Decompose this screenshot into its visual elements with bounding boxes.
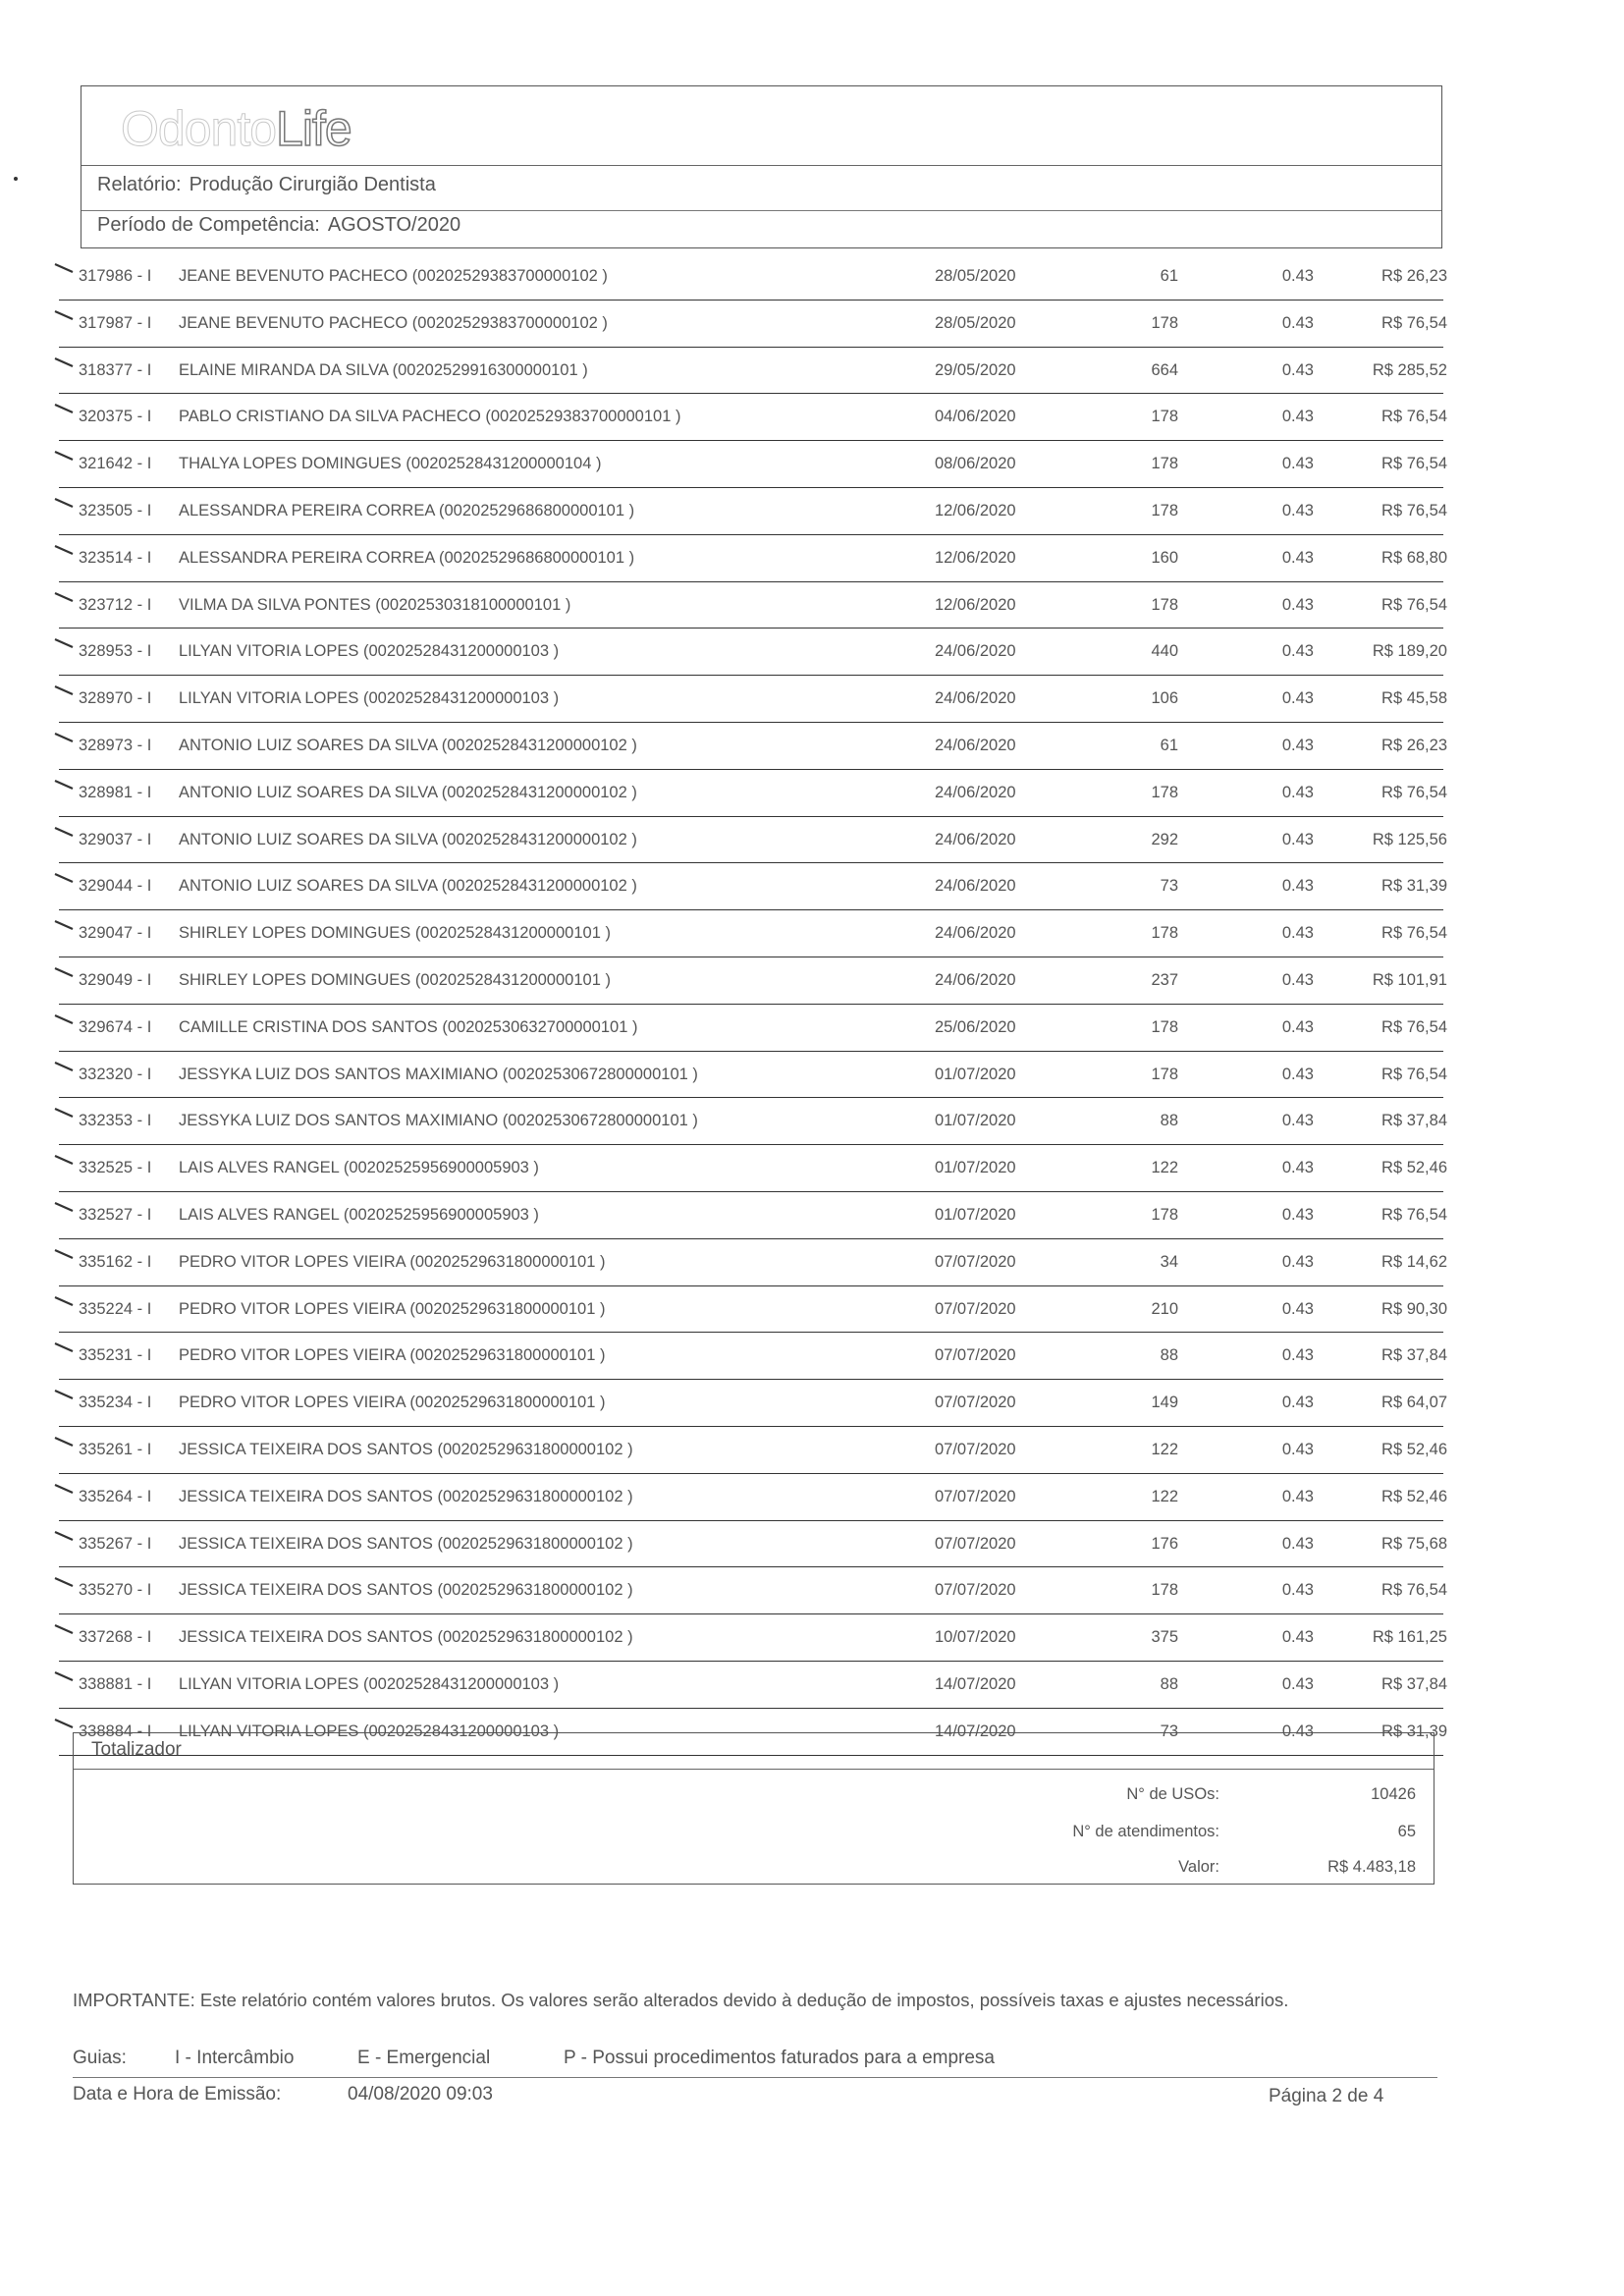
patient-cell: LAIS ALVES RANGEL (00202525956900005903 ) <box>179 1205 539 1224</box>
table-row <box>59 1286 1447 1334</box>
quantity-cell: 178 <box>1151 1205 1178 1224</box>
rate-cell: 0.43 <box>1281 313 1314 332</box>
guia-cell: 329047 - I <box>79 924 152 943</box>
check-mark-icon <box>53 1060 77 1073</box>
patient-cell: JESSICA TEIXEIRA DOS SANTOS (00202529631800000102 ) <box>179 1440 633 1458</box>
totals-title: Totalizador <box>74 1733 1434 1770</box>
quantity-cell: 178 <box>1151 1065 1178 1083</box>
date-cell: 12/06/2020 <box>935 595 1016 614</box>
guia-cell: 323505 - I <box>79 501 152 519</box>
table-row <box>59 1567 1447 1614</box>
check-mark-icon <box>53 402 77 415</box>
date-cell: 12/06/2020 <box>935 548 1016 567</box>
rate-cell: 0.43 <box>1281 1299 1314 1318</box>
atendimentos-value: 65 <box>1397 1823 1416 1840</box>
quantity-cell: 88 <box>1160 1112 1178 1130</box>
date-cell: 24/06/2020 <box>935 642 1016 661</box>
patient-cell: SHIRLEY LOPES DOMINGUES (00202528431200000101 ) <box>179 970 611 989</box>
date-cell: 12/06/2020 <box>935 501 1016 519</box>
footer-divider <box>73 2077 1437 2078</box>
valor-label: Valor: <box>1178 1858 1219 1876</box>
value-cell: R$ 14,62 <box>1381 1252 1447 1271</box>
date-cell: 08/06/2020 <box>935 455 1016 473</box>
check-mark-icon <box>53 1247 77 1261</box>
guias-label: Guias: <box>73 2048 127 2068</box>
value-cell: R$ 76,54 <box>1381 1065 1447 1083</box>
value-cell: R$ 26,23 <box>1381 736 1447 754</box>
value-cell: R$ 101,91 <box>1372 970 1447 989</box>
rate-cell: 0.43 <box>1281 830 1314 848</box>
check-mark-icon <box>53 778 77 792</box>
table-row <box>59 253 1447 301</box>
quantity-cell: 160 <box>1151 548 1178 567</box>
guia-emergencial: E - Emergencial <box>357 2048 491 2068</box>
patient-cell: PEDRO VITOR LOPES VIEIRA (00202529631800000101 ) <box>179 1299 606 1318</box>
value-cell: R$ 52,46 <box>1381 1487 1447 1505</box>
date-cell: 04/06/2020 <box>935 408 1016 426</box>
patient-cell: ANTONIO LUIZ SOARES DA SILVA (00202528431200000102 ) <box>179 736 637 754</box>
patient-cell: JEANE BEVENUTO PACHECO (00202529383700000102 ) <box>179 313 608 332</box>
date-cell: 01/07/2020 <box>935 1112 1016 1130</box>
patient-cell: JESSICA TEIXEIRA DOS SANTOS (00202529631800000102 ) <box>179 1628 633 1647</box>
value-cell: R$ 76,54 <box>1381 501 1447 519</box>
value-cell: R$ 37,84 <box>1381 1674 1447 1693</box>
guia-cell: 335231 - I <box>79 1346 152 1365</box>
guia-cell: 317987 - I <box>79 313 152 332</box>
logo-text-life: Life <box>276 101 352 156</box>
quantity-cell: 375 <box>1151 1628 1178 1647</box>
rate-cell: 0.43 <box>1281 1112 1314 1130</box>
check-mark-icon <box>53 1622 77 1636</box>
value-cell: R$ 76,54 <box>1381 783 1447 801</box>
check-mark-icon <box>53 1717 77 1730</box>
patient-cell: ANTONIO LUIZ SOARES DA SILVA (00202528431200000102 ) <box>179 783 637 801</box>
check-mark-icon <box>53 1482 77 1496</box>
table-row <box>59 1333 1447 1380</box>
patient-cell: JESSICA TEIXEIRA DOS SANTOS (00202529631800000102 ) <box>179 1581 633 1600</box>
value-cell: R$ 52,46 <box>1381 1440 1447 1458</box>
logo-text-odonto: Odonto <box>121 101 277 156</box>
rate-cell: 0.43 <box>1281 1205 1314 1224</box>
guia-cell: 332320 - I <box>79 1065 152 1083</box>
check-mark-icon <box>53 1340 77 1354</box>
quantity-cell: 106 <box>1151 689 1178 708</box>
quantity-cell: 178 <box>1151 1017 1178 1036</box>
check-mark-icon <box>53 449 77 463</box>
page-number: Página 2 de 4 <box>1269 2086 1384 2106</box>
rate-cell: 0.43 <box>1281 267 1314 285</box>
header-divider <box>81 210 1441 211</box>
date-cell: 01/07/2020 <box>935 1065 1016 1083</box>
date-cell: 07/07/2020 <box>935 1440 1016 1458</box>
check-mark-icon <box>53 261 77 275</box>
date-cell: 24/06/2020 <box>935 689 1016 708</box>
rate-cell: 0.43 <box>1281 1628 1314 1647</box>
patient-cell: ANTONIO LUIZ SOARES DA SILVA (00202528431200000102 ) <box>179 830 637 848</box>
table-row <box>59 863 1447 910</box>
guia-cell: 318377 - I <box>79 360 152 379</box>
patient-cell: LAIS ALVES RANGEL (00202525956900005903 ) <box>179 1159 539 1177</box>
rate-cell: 0.43 <box>1281 1065 1314 1083</box>
value-cell: R$ 161,25 <box>1372 1628 1447 1647</box>
period-label: Período de Competência: <box>97 214 320 236</box>
quantity-cell: 292 <box>1151 830 1178 848</box>
table-row <box>59 723 1447 770</box>
rate-cell: 0.43 <box>1281 1674 1314 1693</box>
check-mark-icon <box>53 731 77 744</box>
date-cell: 07/07/2020 <box>935 1299 1016 1318</box>
rate-cell: 0.43 <box>1281 1487 1314 1505</box>
quantity-cell: 664 <box>1151 360 1178 379</box>
emissao-label: Data e Hora de Emissão: <box>73 2084 282 2105</box>
rate-cell: 0.43 <box>1281 970 1314 989</box>
table-row <box>59 1427 1447 1474</box>
patient-cell: JEANE BEVENUTO PACHECO (00202529383700000102 ) <box>179 267 608 285</box>
value-cell: R$ 37,84 <box>1381 1112 1447 1130</box>
guia-cell: 328973 - I <box>79 736 152 754</box>
table-row <box>59 1192 1447 1239</box>
check-mark-icon <box>53 1106 77 1120</box>
date-cell: 24/06/2020 <box>935 736 1016 754</box>
value-cell: R$ 76,54 <box>1381 1017 1447 1036</box>
quantity-cell: 178 <box>1151 408 1178 426</box>
patient-cell: CAMILLE CRISTINA DOS SANTOS (00202530632700000101 ) <box>179 1017 638 1036</box>
patient-cell: PEDRO VITOR LOPES VIEIRA (00202529631800000101 ) <box>179 1252 606 1271</box>
table-row <box>59 301 1447 348</box>
atendimentos-label: N° de atendimentos: <box>1072 1823 1219 1840</box>
value-cell: R$ 76,54 <box>1381 313 1447 332</box>
table-row <box>59 1052 1447 1099</box>
rate-cell: 0.43 <box>1281 783 1314 801</box>
table-row <box>59 1098 1447 1145</box>
value-cell: R$ 52,46 <box>1381 1159 1447 1177</box>
period-value: AGOSTO/2020 <box>327 214 461 236</box>
guia-cell: 338884 - I <box>79 1722 152 1740</box>
scan-speck <box>14 177 18 181</box>
quantity-cell: 178 <box>1151 455 1178 473</box>
check-mark-icon <box>53 1669 77 1683</box>
quantity-cell: 88 <box>1160 1674 1178 1693</box>
check-mark-icon <box>53 590 77 604</box>
guia-cell: 329044 - I <box>79 877 152 896</box>
patient-cell: JESSYKA LUIZ DOS SANTOS MAXIMIANO (00202530672800000101 ) <box>179 1065 698 1083</box>
quantity-cell: 237 <box>1151 970 1178 989</box>
check-mark-icon <box>53 636 77 650</box>
value-cell: R$ 76,54 <box>1381 455 1447 473</box>
value-cell: R$ 68,80 <box>1381 548 1447 567</box>
check-mark-icon <box>53 683 77 697</box>
emissao-value: 04/08/2020 09:03 <box>348 2084 493 2105</box>
guia-cell: 332525 - I <box>79 1159 152 1177</box>
quantity-cell: 178 <box>1151 501 1178 519</box>
date-cell: 24/06/2020 <box>935 830 1016 848</box>
quantity-cell: 73 <box>1160 1722 1178 1740</box>
check-mark-icon <box>53 1529 77 1543</box>
valor-value: R$ 4.483,18 <box>1327 1858 1416 1876</box>
guia-cell: 335261 - I <box>79 1440 152 1458</box>
table-row <box>59 676 1447 723</box>
usos-label: N° de USOs: <box>1126 1785 1219 1803</box>
patient-cell: LILYAN VITORIA LOPES (00202528431200000103 ) <box>179 1722 560 1740</box>
date-cell: 24/06/2020 <box>935 970 1016 989</box>
table-row <box>59 910 1447 957</box>
odontolife-logo <box>121 96 352 157</box>
rate-cell: 0.43 <box>1281 1722 1314 1740</box>
guia-cell: 335224 - I <box>79 1299 152 1318</box>
date-cell: 07/07/2020 <box>935 1346 1016 1365</box>
date-cell: 07/07/2020 <box>935 1534 1016 1553</box>
check-mark-icon <box>53 1388 77 1401</box>
guia-cell: 335162 - I <box>79 1252 152 1271</box>
check-mark-icon <box>53 543 77 557</box>
table-row <box>59 441 1447 488</box>
value-cell: R$ 76,54 <box>1381 595 1447 614</box>
quantity-cell: 176 <box>1151 1534 1178 1553</box>
quantity-cell: 440 <box>1151 642 1178 661</box>
date-cell: 14/07/2020 <box>935 1722 1016 1740</box>
check-mark-icon <box>53 965 77 979</box>
quantity-cell: 73 <box>1160 877 1178 896</box>
important-notice: IMPORTANTE: Este relatório contém valores brutos. Os valores serão alterados devido à dedução de impostos, possíveis taxas e ajustes necessários. <box>73 1990 1289 2010</box>
guia-cell: 321642 - I <box>79 455 152 473</box>
check-mark-icon <box>53 1200 77 1214</box>
guia-cell: 317986 - I <box>79 267 152 285</box>
value-cell: R$ 64,07 <box>1381 1394 1447 1412</box>
rate-cell: 0.43 <box>1281 924 1314 943</box>
rate-cell: 0.43 <box>1281 501 1314 519</box>
table-row <box>59 629 1447 676</box>
report-header <box>81 85 1442 248</box>
value-cell: R$ 31,39 <box>1381 877 1447 896</box>
value-cell: R$ 76,54 <box>1381 408 1447 426</box>
guia-cell: 323514 - I <box>79 548 152 567</box>
guia-cell: 329049 - I <box>79 970 152 989</box>
patient-cell: JESSICA TEIXEIRA DOS SANTOS (00202529631800000102 ) <box>179 1534 633 1553</box>
value-cell: R$ 76,54 <box>1381 1205 1447 1224</box>
value-cell: R$ 45,58 <box>1381 689 1447 708</box>
guia-cell: 335234 - I <box>79 1394 152 1412</box>
rate-cell: 0.43 <box>1281 1581 1314 1600</box>
patient-cell: ELAINE MIRANDA DA SILVA (00202529916300000101 ) <box>179 360 588 379</box>
quantity-cell: 61 <box>1160 267 1178 285</box>
guia-cell: 335264 - I <box>79 1487 152 1505</box>
guia-cell: 335270 - I <box>79 1581 152 1600</box>
date-cell: 07/07/2020 <box>935 1252 1016 1271</box>
quantity-cell: 88 <box>1160 1346 1178 1365</box>
check-mark-icon <box>53 825 77 839</box>
guia-cell: 337268 - I <box>79 1628 152 1647</box>
patient-cell: LILYAN VITORIA LOPES (00202528431200000103 ) <box>179 1674 560 1693</box>
date-cell: 10/07/2020 <box>935 1628 1016 1647</box>
rate-cell: 0.43 <box>1281 1017 1314 1036</box>
patient-cell: SHIRLEY LOPES DOMINGUES (00202528431200000101 ) <box>179 924 611 943</box>
check-mark-icon <box>53 918 77 932</box>
table-row <box>59 394 1447 441</box>
rate-cell: 0.43 <box>1281 877 1314 896</box>
report-title-line <box>97 174 436 196</box>
table-row <box>59 1005 1447 1052</box>
guia-cell: 329037 - I <box>79 830 152 848</box>
quantity-cell: 178 <box>1151 924 1178 943</box>
quantity-cell: 61 <box>1160 736 1178 754</box>
value-cell: R$ 285,52 <box>1372 360 1447 379</box>
guia-empresa: P - Possui procedimentos faturados para a empresa <box>564 2048 995 2068</box>
check-mark-icon <box>53 871 77 885</box>
quantity-cell: 149 <box>1151 1394 1178 1412</box>
rate-cell: 0.43 <box>1281 736 1314 754</box>
rate-cell: 0.43 <box>1281 689 1314 708</box>
table-row <box>59 817 1447 864</box>
rate-cell: 0.43 <box>1281 408 1314 426</box>
period-line <box>97 214 460 237</box>
quantity-cell: 210 <box>1151 1299 1178 1318</box>
guia-cell: 328970 - I <box>79 689 152 708</box>
patient-cell: PABLO CRISTIANO DA SILVA PACHECO (00202529383700000101 ) <box>179 408 681 426</box>
quantity-cell: 122 <box>1151 1159 1178 1177</box>
rate-cell: 0.43 <box>1281 455 1314 473</box>
check-mark-icon <box>53 1435 77 1449</box>
date-cell: 07/07/2020 <box>935 1581 1016 1600</box>
table-row <box>59 770 1447 817</box>
patient-cell: PEDRO VITOR LOPES VIEIRA (00202529631800000101 ) <box>179 1346 606 1365</box>
date-cell: 24/06/2020 <box>935 924 1016 943</box>
rate-cell: 0.43 <box>1281 1346 1314 1365</box>
emissao-line <box>73 2084 493 2105</box>
quantity-cell: 178 <box>1151 783 1178 801</box>
rate-cell: 0.43 <box>1281 360 1314 379</box>
value-cell: R$ 31,39 <box>1381 1722 1447 1740</box>
check-mark-icon <box>53 355 77 369</box>
rate-cell: 0.43 <box>1281 1252 1314 1271</box>
check-mark-icon <box>53 496 77 510</box>
patient-cell: JESSYKA LUIZ DOS SANTOS MAXIMIANO (00202530672800000101 ) <box>179 1112 698 1130</box>
quantity-cell: 122 <box>1151 1440 1178 1458</box>
guia-cell: 328981 - I <box>79 783 152 801</box>
check-mark-icon <box>53 1575 77 1589</box>
report-label: Relatório: <box>97 174 182 195</box>
table-row <box>59 1239 1447 1286</box>
table-row <box>59 1474 1447 1521</box>
value-cell: R$ 37,84 <box>1381 1346 1447 1365</box>
guia-cell: 332527 - I <box>79 1205 152 1224</box>
check-mark-icon <box>53 1012 77 1026</box>
table-row <box>59 582 1447 629</box>
guia-cell: 328953 - I <box>79 642 152 661</box>
guia-cell: 332353 - I <box>79 1112 152 1130</box>
date-cell: 07/07/2020 <box>935 1394 1016 1412</box>
quantity-cell: 34 <box>1160 1252 1178 1271</box>
date-cell: 07/07/2020 <box>935 1487 1016 1505</box>
value-cell: R$ 90,30 <box>1381 1299 1447 1318</box>
patient-cell: LILYAN VITORIA LOPES (00202528431200000103 ) <box>179 642 560 661</box>
check-mark-icon <box>53 1153 77 1167</box>
rate-cell: 0.43 <box>1281 1394 1314 1412</box>
patient-cell: VILMA DA SILVA PONTES (00202530318100000101 ) <box>179 595 571 614</box>
table-row <box>59 488 1447 535</box>
check-mark-icon <box>53 308 77 322</box>
guia-cell: 338881 - I <box>79 1674 152 1693</box>
guia-cell: 320375 - I <box>79 408 152 426</box>
header-divider <box>81 165 1441 166</box>
table-row <box>59 1521 1447 1568</box>
date-cell: 14/07/2020 <box>935 1674 1016 1693</box>
quantity-cell: 178 <box>1151 313 1178 332</box>
check-mark-icon <box>53 1294 77 1308</box>
guia-cell: 329674 - I <box>79 1017 152 1036</box>
rate-cell: 0.43 <box>1281 642 1314 661</box>
table-row <box>59 1380 1447 1427</box>
value-cell: R$ 75,68 <box>1381 1534 1447 1553</box>
patient-cell: ANTONIO LUIZ SOARES DA SILVA (00202528431200000102 ) <box>179 877 637 896</box>
patient-cell: ALESSANDRA PEREIRA CORREA (00202529686800000101 ) <box>179 548 635 567</box>
date-cell: 28/05/2020 <box>935 313 1016 332</box>
patient-cell: PEDRO VITOR LOPES VIEIRA (00202529631800000101 ) <box>179 1394 606 1412</box>
value-cell: R$ 26,23 <box>1381 267 1447 285</box>
table-row <box>59 957 1447 1005</box>
totals-box <box>73 1732 1435 1885</box>
table-row <box>59 1662 1447 1709</box>
date-cell: 01/07/2020 <box>935 1205 1016 1224</box>
patient-cell: JESSICA TEIXEIRA DOS SANTOS (00202529631800000102 ) <box>179 1487 633 1505</box>
date-cell: 28/05/2020 <box>935 267 1016 285</box>
report-value: Produção Cirurgião Dentista <box>189 174 436 195</box>
rate-cell: 0.43 <box>1281 595 1314 614</box>
table-row <box>59 535 1447 582</box>
value-cell: R$ 76,54 <box>1381 1581 1447 1600</box>
production-table <box>59 253 1447 1756</box>
date-cell: 24/06/2020 <box>935 877 1016 896</box>
date-cell: 24/06/2020 <box>935 783 1016 801</box>
date-cell: 01/07/2020 <box>935 1159 1016 1177</box>
guia-cell: 335267 - I <box>79 1534 152 1553</box>
value-cell: R$ 125,56 <box>1372 830 1447 848</box>
quantity-cell: 178 <box>1151 1581 1178 1600</box>
value-cell: R$ 189,20 <box>1372 642 1447 661</box>
table-row <box>59 348 1447 395</box>
guia-cell: 323712 - I <box>79 595 152 614</box>
rate-cell: 0.43 <box>1281 548 1314 567</box>
quantity-cell: 122 <box>1151 1487 1178 1505</box>
table-row <box>59 1145 1447 1192</box>
guia-intercambio: I - Intercâmbio <box>175 2048 295 2068</box>
date-cell: 29/05/2020 <box>935 360 1016 379</box>
patient-cell: ALESSANDRA PEREIRA CORREA (00202529686800000101 ) <box>179 501 635 519</box>
rate-cell: 0.43 <box>1281 1159 1314 1177</box>
table-row <box>59 1614 1447 1662</box>
quantity-cell: 178 <box>1151 595 1178 614</box>
value-cell: R$ 76,54 <box>1381 924 1447 943</box>
patient-cell: LILYAN VITORIA LOPES (00202528431200000103 ) <box>179 689 560 708</box>
rate-cell: 0.43 <box>1281 1440 1314 1458</box>
patient-cell: THALYA LOPES DOMINGUES (00202528431200000104 ) <box>179 455 602 473</box>
usos-value: 10426 <box>1371 1785 1416 1803</box>
rate-cell: 0.43 <box>1281 1534 1314 1553</box>
date-cell: 25/06/2020 <box>935 1017 1016 1036</box>
